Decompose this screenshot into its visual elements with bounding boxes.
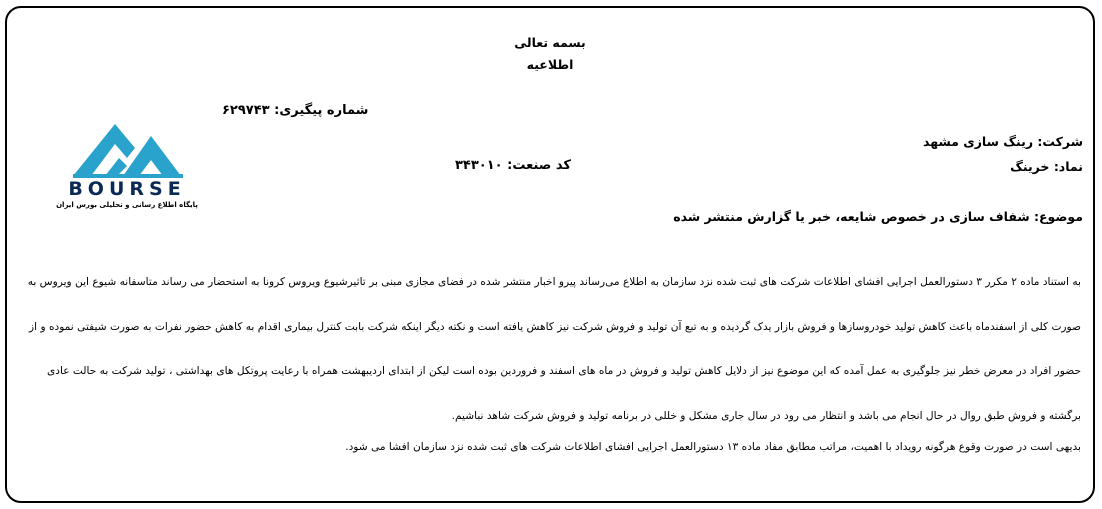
header-title: بسمه تعالی [514,35,586,50]
bourse-logo-mark-icon [53,118,201,180]
announcement-frame [5,6,1095,503]
subject-value: شفاف سازی در خصوص شایعه، خبر یا گزارش منتشر شده [673,209,1030,224]
bourse-logo [53,118,201,214]
symbol-value: خرینگ [1010,159,1050,174]
logo-word: BOURSE [68,178,186,200]
industry-code-label: کد صنعت: [507,158,571,173]
tracking-value: ۶۲۹۷۴۳ [222,103,270,118]
company-label: شرکت: [1037,134,1083,149]
tracking-number [222,103,368,118]
industry-code-row [455,158,571,173]
symbol-label: نماد: [1053,159,1083,174]
body-paragraph: به استناد ماده ۲ مکرر ۳ دستورالعمل اجرایی افشای اطلاعات شرکت های ثبت شده نزد سازمان به اطلاع می‌رساند پیرو اخبار منتشر شده در فضای مجازی مبنی بر تاثیرشیوع ویروس کرونا به استحضار می رساند متاسفانه شیوع این ویروس به صورت کلی از اسفندماه باعث کاهش تولید خودروسازها و فروش بازار یدک گردیده و به تبع آن تولید و فروش شرکت نیز کاهش یافته است و نکته دیگر اینکه شرکت بابت کنترل بیماری اقدام به کاهش حضور نفرات به صورت شیفتی نموده و از حضور افراد در معرض خطر نیز جلوگیری به عمل آمده که این موضوع نیز از دلایل کاهش تولید و فروش در ماه های اسفند و فروردین بوده است لیکن از ابتدای اردیبهشت همراه با رعایت پروتکل های بهداشتی ، تولید شرکت به حالت عادی برگشته و فروش طبق روال در حال انجام می باشد و انتظار می رود در سال جاری مشکل و خللی در برنامه تولید و فروش شرکت شاهد نباشیم. [27,276,1081,422]
subject-label: موضوع: [1033,209,1083,224]
closing-statement: بدیهی است در صورت وقوع هرگونه رویداد با اهمیت، مراتب مطابق مفاد ماده ۱۳ دستورالعمل اجرایی افشای اطلاعات شرکت های ثبت شده نزد سازمان افشا می شود. [345,441,1081,453]
tracking-label: شماره پیگیری: [274,103,369,118]
symbol-row [1010,159,1083,174]
logo-caption: پایگاه اطلاع رسانی و تحلیلی بورس ایران [56,201,198,209]
company-row [923,134,1083,149]
industry-code-value: ۳۴۳۰۱۰ [455,158,503,173]
subject-row [673,209,1083,224]
announcement-body [21,260,1081,438]
header-subtitle: اطلاعیه [526,57,574,72]
company-name: رینگ سازی مشهد [922,134,1034,149]
